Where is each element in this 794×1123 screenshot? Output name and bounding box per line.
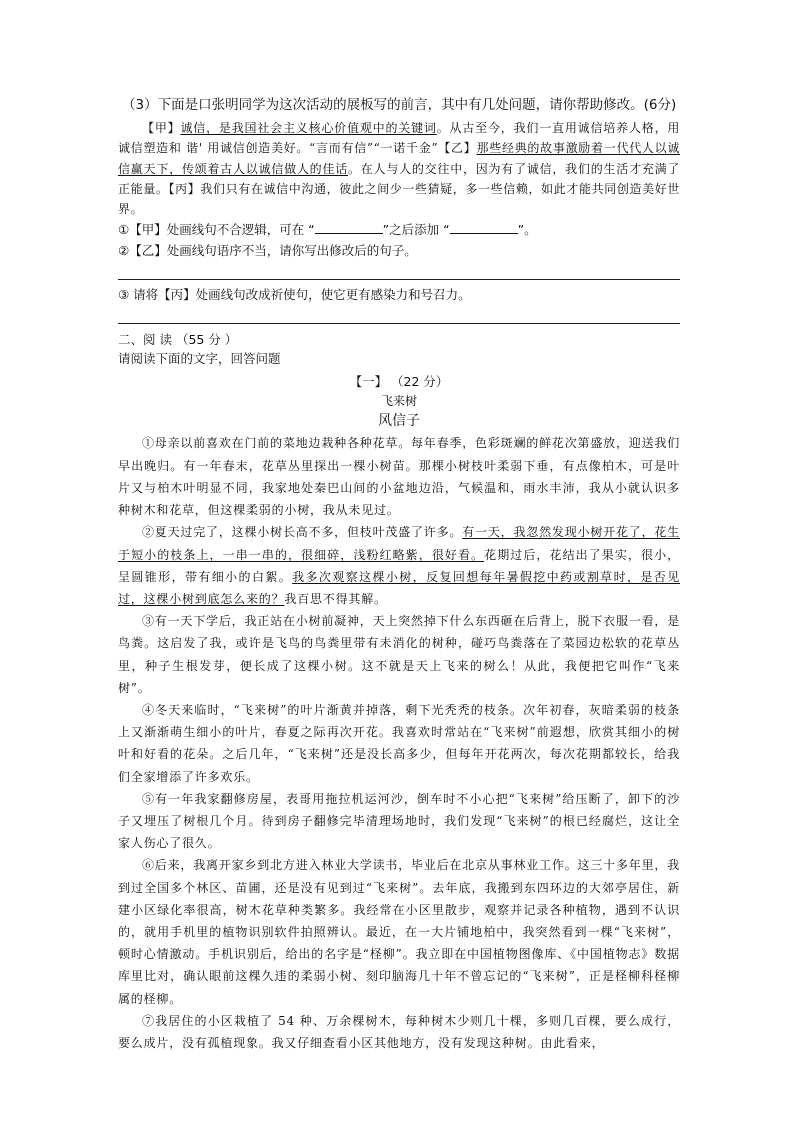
section-heading: 二、阅 读 （55 分 ） [118, 332, 238, 348]
paragraph-2: ②夏天过完了，这棵小树长高不多，但枝叶茂盛了许多。有一天，我忽然发现小树开花了，花生于短小的枝条上，一串一串的，很细碎，浅粉红略紫，很好看。花期过后，花结出了果实，很小，呈圆锥形，带有细小的白絮。我多次观察这棵小树，反复回想每年暑假挖中药或割草时，是否见过，这棵小树到底怎么来的？我百思不得其解。 [118, 525, 681, 606]
sub-question-1: ①【甲】处画线句不合逻辑，可在 “ ”之后添加 “ ”。 [118, 222, 537, 238]
preface-part3: 。在人与人的交往中，因为有了诚信，我们的生活才充满了正能量。【丙】我们只有在诚信中沟通，彼此之间少一些猜疑，多一些信赖，如此才能共同创造美好世界。 [118, 161, 680, 217]
paragraph-6: ⑥后来，我离开家乡到北方进入林业大学读书，毕业后在北京从事林业工作。这三十多年里，我到过全国多个林区、苗圃，还是没有见到过“飞来树”。去年底，我搬到东四环边的大郊亭居住，新建小区绿化率很高，树木花草种类繁多。我经常在小区里散步，观察并记录各种植物，遇到不认识的，就用手机里的植物识别软件拍照辨认。最近，在一大片铺地柏中，我突然看到一棵“飞来树”，顿时心情激动。手机识别后，给出的名字是“柽柳”。我立即在中国植物图像库、《中国植物志》数据库里比对，确认眼前这棵久违的柔弱小树、刻印脑海几十年不曾忘记的“飞来树”，正是柽柳科柽柳属的柽柳。 [118, 858, 680, 1006]
part-label: 【一】 （22 分） [349, 374, 449, 390]
exam-page [118, 96, 680, 1054]
answer-blank-2[interactable] [450, 221, 518, 234]
sub-question-2: ②【乙】处画线句语序不当，请你写出修改后的句子。 [118, 243, 417, 259]
answer-blank-1[interactable] [315, 221, 383, 234]
answer-line-2[interactable] [118, 261, 680, 280]
paragraph-1: ①母亲以前喜欢在门前的菜地边栽种各种花草。每年春季，色彩斑斓的鲜花次第盛放，迎送我们早出晚归。有一年春末，花草丛里探出一棵小树苗。那棵小树枝叶柔弱下垂，有点像柏木，可是叶片又与柏木叶明显不同，我家地处秦巴山间的小盆地边沿，气候温和，雨水丰沛，我从小就认识多种树木和花草，但这棵柔弱的小树，我从未见过。 [118, 436, 680, 518]
article-title: 飞来树 [380, 394, 417, 409]
question-3-prompt: （3）下面是口张明同学为这次活动的展板写的前言，其中有几处问题，请你帮助修改。(6分) [122, 97, 677, 113]
article-author: 风信子 [378, 413, 420, 430]
sub-question-3: ③ 请将【丙】处画线句改成祈使句，使它更有感染力和号召力。 [118, 287, 471, 303]
preface-part1: 【甲】 [142, 121, 181, 135]
paragraph-3: ③有一天下学后，我正站在小树前凝神，天上突然掉下什么东西砸在后背上，脱下衣服一看，是鸟粪。这启发了我，或许是飞鸟的鸟粪里带有未消化的树种，碰巧鸟粪落在了菜园边松软的花草丛里，种子生根发芽，便长成了这棵小树。这不就是天上飞来的树么！从此，我便把它叫作“飞来树”。 [118, 614, 680, 695]
answer-line-3[interactable] [118, 305, 680, 324]
underlined-sentence-1: 有一天，我忽然发现小树开花了，花生于短小的枝条上，一串一串的，很细碎，浅粉红略紫，很好看。 [118, 525, 680, 562]
underlined-sentence-jia: 诚信，是我国社会主义核心价值观中的关键词 [180, 121, 437, 135]
paragraph-5: ⑤有一年我家翻修房屋，表哥用拖拉机运河沙，倒车时不小心把“飞来树”给压断了，卸下的沙子又埋压了树根几个月。待到房子翻修完毕清理场地时，我们发现“飞来树”的根已经腐烂，这让全家人伤心了很久。 [118, 791, 680, 851]
paragraph-7: ⑦我居住的小区栽植了 54 种、万余棵树木，每种树木少则几十棵，多则几百棵，要么成行，要么成片，没有孤植现象。我又仔细查看小区其他地方，没有发现这种树。由此看来， [118, 1013, 680, 1050]
underlined-sentence-2: 我多次观察这棵小树，反复回想每年暑假挖中药或割草时，是否见过，这棵小树到底怎么来的？ [118, 569, 681, 606]
preface-passage [118, 118, 680, 219]
reading-instruction: 请阅读下面的文字，回答问题 [118, 351, 281, 367]
preface-part2: 。从古至今，我们一直用诚信培养人格，用诚信塑造和 谐' 用诚信创造美好。“言而有信”“一诺千金”【乙】 [118, 121, 680, 156]
paragraph-4: ④冬天来临时，“飞来树”的叶片渐黄并掉落，剩下光秃秃的枝条。次年初春，灰暗柔弱的枝条上又渐渐萌生细小的叶片，春夏之际再次开花。我喜欢时常站在“飞来树”前遐想，欣赏其细小的树叶和好看的花朵。之后几年，“飞来树”还是没长高多少，但每年开花两次，每次花期都较长，给我们全家增添了许多欢乐。 [118, 702, 680, 784]
underlined-sentence-yi: 那些经典的故事激励着一代代人以诚信赢天下，传颂着古人以诚信做人的佳话 [118, 141, 680, 176]
